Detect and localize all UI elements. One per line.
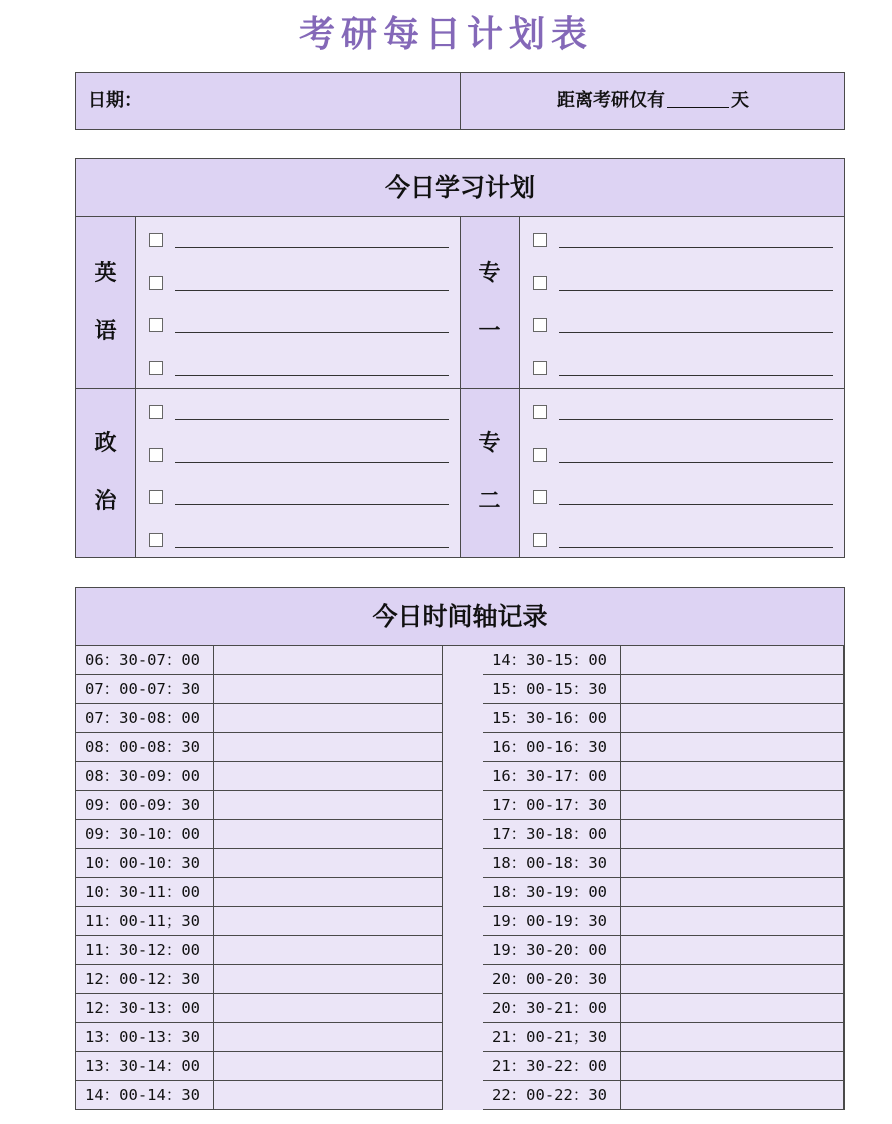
time-slot-label: 17：30-18：00 — [483, 820, 621, 848]
timeline-row — [483, 704, 844, 733]
todo-item[interactable] — [149, 359, 449, 379]
time-slot-label: 11：00-11；30 — [76, 907, 214, 935]
subject-char: 专 — [478, 431, 501, 456]
subject-char: 语 — [94, 318, 117, 344]
todo-line[interactable] — [175, 504, 449, 505]
divider — [76, 645, 844, 646]
timeline-row — [76, 994, 443, 1023]
time-slot-entry[interactable] — [214, 733, 442, 761]
subject-char: 政 — [94, 431, 117, 456]
timeline-row — [483, 849, 844, 878]
time-slot-label: 21：00-21；30 — [483, 1023, 621, 1051]
todo-line[interactable] — [559, 547, 833, 548]
time-slot-entry[interactable] — [214, 849, 442, 877]
timeline-row — [76, 1081, 443, 1110]
time-slot-entry[interactable] — [214, 936, 442, 964]
time-slot-label: 07：30-08：00 — [76, 704, 214, 732]
checkbox-icon[interactable] — [149, 490, 163, 504]
timeline-row — [483, 1081, 844, 1110]
timeline-row — [76, 704, 443, 733]
todo-item[interactable] — [533, 274, 833, 294]
time-slot-label: 18：00-18：30 — [483, 849, 621, 877]
todo-line[interactable] — [559, 290, 833, 291]
timeline-section — [75, 587, 845, 1110]
time-slot-label: 15：30-16：00 — [483, 704, 621, 732]
timeline-row — [76, 1052, 443, 1081]
todo-line[interactable] — [559, 419, 833, 420]
todo-item[interactable] — [533, 446, 833, 466]
checkbox-icon[interactable] — [149, 233, 163, 247]
time-slot-entry[interactable] — [214, 1023, 442, 1051]
checkbox-icon[interactable] — [533, 233, 547, 247]
time-slot-label: 12：30-13：00 — [76, 994, 214, 1022]
timeline-row — [76, 936, 443, 965]
divider — [460, 217, 461, 557]
time-slot-entry[interactable] — [214, 878, 442, 906]
time-slot-label: 10：30-11：00 — [76, 878, 214, 906]
subject-label — [76, 217, 136, 388]
time-slot-label: 14：30-15：00 — [483, 646, 621, 674]
todo-item[interactable] — [149, 488, 449, 508]
subject-char: 专 — [478, 260, 501, 286]
timeline-row — [76, 675, 443, 704]
time-slot-label: 15：00-15：30 — [483, 675, 621, 703]
time-slot-label: 22：00-22：30 — [483, 1081, 621, 1109]
time-slot-label: 21：30-22：00 — [483, 1052, 621, 1080]
subject-char: 英 — [94, 260, 117, 286]
subject-char: 治 — [94, 489, 117, 514]
time-slot-entry[interactable] — [621, 907, 843, 935]
countdown-blank[interactable] — [667, 89, 729, 108]
time-slot-entry[interactable] — [214, 965, 442, 993]
time-slot-entry[interactable] — [621, 878, 843, 906]
time-slot-entry[interactable] — [621, 994, 843, 1022]
todo-line[interactable] — [175, 332, 449, 333]
todo-line[interactable] — [175, 290, 449, 291]
todo-item[interactable] — [533, 359, 833, 379]
time-slot-entry[interactable] — [621, 849, 843, 877]
time-slot-entry[interactable] — [621, 1081, 843, 1109]
checkbox-icon[interactable] — [149, 448, 163, 462]
time-slot-entry[interactable] — [214, 791, 442, 819]
time-slot-label: 13：00-13：30 — [76, 1023, 214, 1051]
checkbox-icon[interactable] — [533, 448, 547, 462]
timeline-row — [483, 791, 844, 820]
time-slot-entry[interactable] — [621, 965, 843, 993]
subject-char: 一 — [478, 318, 501, 344]
time-slot-entry[interactable] — [214, 646, 442, 674]
time-slot-entry[interactable] — [214, 994, 442, 1022]
time-slot-entry[interactable] — [214, 675, 442, 703]
timeline-row — [76, 907, 443, 936]
time-slot-entry[interactable] — [621, 675, 843, 703]
todo-item[interactable] — [149, 403, 449, 423]
time-slot-entry[interactable] — [214, 820, 442, 848]
time-slot-entry[interactable] — [621, 820, 843, 848]
todo-line[interactable] — [175, 547, 449, 548]
timeline-row — [483, 907, 844, 936]
time-slot-label: 13：30-14：00 — [76, 1052, 214, 1080]
todo-line[interactable] — [559, 247, 833, 248]
checkbox-icon[interactable] — [533, 533, 547, 547]
time-slot-label: 12：00-12：30 — [76, 965, 214, 993]
timeline-row — [483, 994, 844, 1023]
time-slot-label: 11：30-12：00 — [76, 936, 214, 964]
todo-item[interactable] — [533, 316, 833, 336]
checkbox-icon[interactable] — [533, 276, 547, 290]
time-slot-label: 16：30-17：00 — [483, 762, 621, 790]
study-plan-title: 今日学习计划 — [76, 159, 844, 217]
todo-item[interactable] — [533, 531, 833, 551]
timeline-row — [483, 1052, 844, 1081]
todo-line[interactable] — [175, 375, 449, 376]
todo-line[interactable] — [559, 375, 833, 376]
time-slot-entry[interactable] — [621, 1023, 843, 1051]
time-slot-entry[interactable] — [214, 1081, 442, 1109]
timeline-row — [76, 820, 443, 849]
subject-char: 二 — [478, 489, 501, 514]
timeline-row — [76, 878, 443, 907]
checkbox-icon[interactable] — [149, 361, 163, 375]
time-slot-label: 20：30-21：00 — [483, 994, 621, 1022]
timeline-row — [76, 733, 443, 762]
todo-item[interactable] — [149, 231, 449, 251]
todo-item[interactable] — [149, 531, 449, 551]
time-slot-entry[interactable] — [214, 762, 442, 790]
time-slot-entry[interactable] — [621, 762, 843, 790]
todo-item[interactable] — [533, 231, 833, 251]
time-slot-label: 10：00-10：30 — [76, 849, 214, 877]
timeline-row — [483, 965, 844, 994]
checkbox-icon[interactable] — [533, 405, 547, 419]
checkbox-icon[interactable] — [149, 405, 163, 419]
todo-line[interactable] — [559, 332, 833, 333]
todo-line[interactable] — [559, 462, 833, 463]
study-plan-section — [75, 158, 845, 558]
timeline-row — [483, 733, 844, 762]
checkbox-icon[interactable] — [149, 318, 163, 332]
time-slot-label: 19：00-19：30 — [483, 907, 621, 935]
time-slot-label: 20：00-20：30 — [483, 965, 621, 993]
timeline-row — [76, 646, 443, 675]
page-title: 考研每日计划表 — [298, 14, 593, 55]
todo-item[interactable] — [149, 316, 449, 336]
header-row — [75, 72, 845, 130]
time-slot-entry[interactable] — [621, 704, 843, 732]
subject-label — [460, 217, 520, 388]
checkbox-icon[interactable] — [533, 361, 547, 375]
time-slot-label: 09：30-10：00 — [76, 820, 214, 848]
time-slot-label: 06：30-07：00 — [76, 646, 214, 674]
timeline-row — [483, 1023, 844, 1052]
checkbox-icon[interactable] — [149, 276, 163, 290]
timeline-row — [483, 762, 844, 791]
checkbox-icon[interactable] — [149, 533, 163, 547]
time-slot-label: 14：00-14：30 — [76, 1081, 214, 1109]
subject-label — [76, 389, 136, 557]
time-slot-entry[interactable] — [621, 1052, 843, 1080]
time-slot-entry[interactable] — [214, 704, 442, 732]
timeline-row — [483, 878, 844, 907]
time-slot-label: 16：00-16：30 — [483, 733, 621, 761]
time-slot-label: 08：00-08：30 — [76, 733, 214, 761]
date-field[interactable] — [88, 73, 142, 129]
timeline-row — [76, 849, 443, 878]
time-slot-label: 18：30-19：00 — [483, 878, 621, 906]
todo-item[interactable] — [533, 403, 833, 423]
checkbox-icon[interactable] — [533, 318, 547, 332]
todo-item[interactable] — [533, 488, 833, 508]
time-slot-entry[interactable] — [214, 1052, 442, 1080]
timeline-row — [483, 820, 844, 849]
countdown-field — [461, 73, 845, 129]
timeline-row — [76, 762, 443, 791]
countdown-suffix: 天 — [731, 90, 749, 111]
checkbox-icon[interactable] — [533, 490, 547, 504]
todo-item[interactable] — [149, 446, 449, 466]
timeline-row — [483, 646, 844, 675]
countdown-prefix: 距离考研仅有 — [557, 90, 665, 111]
time-slot-label: 19：30-20：00 — [483, 936, 621, 964]
timeline-row — [76, 791, 443, 820]
todo-item[interactable] — [149, 274, 449, 294]
date-label: 日期： — [88, 90, 142, 111]
time-slot-label: 17：00-17：30 — [483, 791, 621, 819]
time-slot-entry[interactable] — [621, 791, 843, 819]
todo-line[interactable] — [175, 419, 449, 420]
todo-line[interactable] — [559, 504, 833, 505]
time-slot-entry[interactable] — [214, 907, 442, 935]
time-slot-label: 07：00-07：30 — [76, 675, 214, 703]
timeline-row — [76, 965, 443, 994]
time-slot-label: 08：30-09：00 — [76, 762, 214, 790]
timeline-gap — [443, 646, 483, 1110]
timeline-row — [483, 675, 844, 704]
todo-line[interactable] — [175, 462, 449, 463]
time-slot-entry[interactable] — [621, 733, 843, 761]
time-slot-entry[interactable] — [621, 936, 843, 964]
time-slot-entry[interactable] — [621, 646, 843, 674]
timeline-row — [483, 936, 844, 965]
timeline-row — [76, 1023, 443, 1052]
subject-label — [460, 389, 520, 557]
timeline-title: 今日时间轴记录 — [76, 588, 844, 646]
todo-line[interactable] — [175, 247, 449, 248]
time-slot-label: 09：00-09：30 — [76, 791, 214, 819]
